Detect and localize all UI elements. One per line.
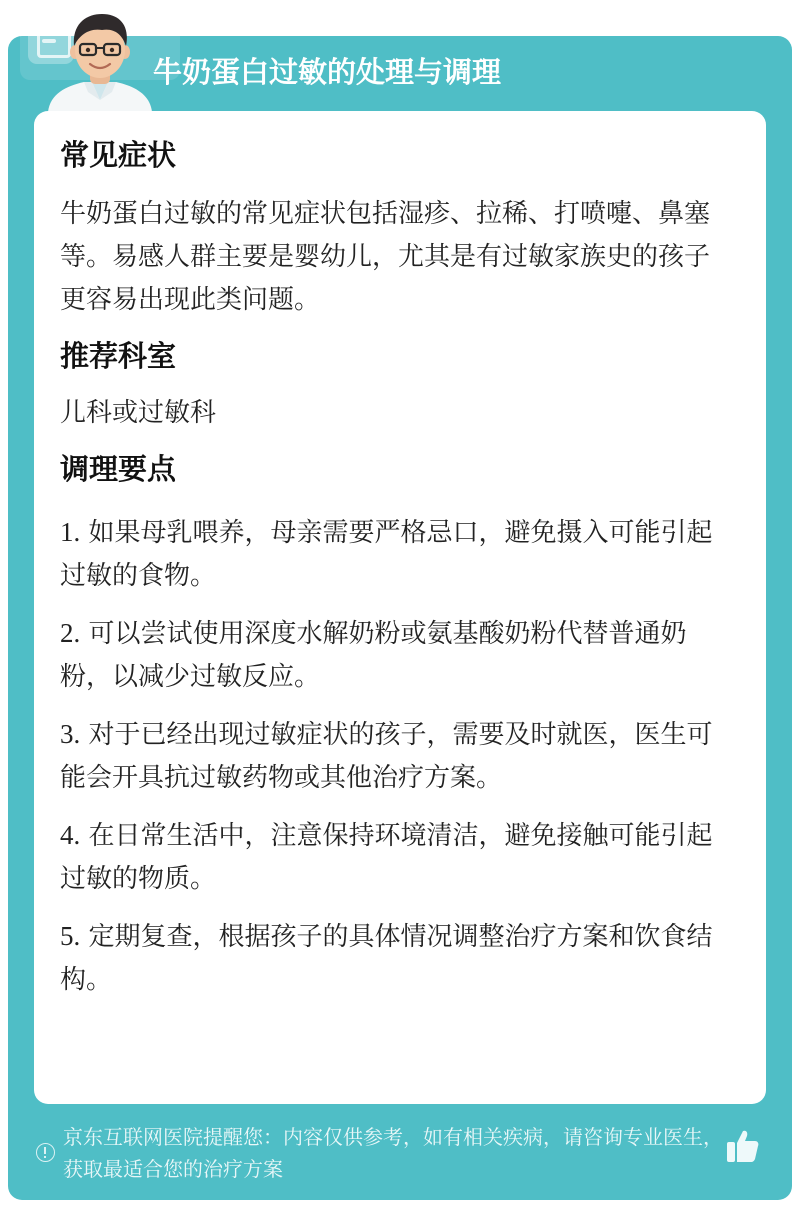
list-item-text: 在日常生活中，注意保持环境清洁，避免接触可能引起过敏的物质。 — [60, 821, 713, 894]
list-item-text: 可以尝试使用深度水解奶粉或氨基酸奶粉代替普通奶粉，以减少过敏反应。 — [60, 619, 687, 692]
list-item-number: 5. — [60, 921, 81, 951]
footer-disclaimer — [36, 1121, 736, 1185]
list-item-number: 4. — [60, 820, 81, 850]
symptoms-text: 牛奶蛋白过敏的常见症状包括湿疹、拉稀、打喷嚏、鼻塞等。易感人群主要是婴幼儿，尤其是有过敏家族史的孩子更容易出现此类问题。 — [60, 199, 711, 315]
list-item — [60, 915, 730, 1002]
list-item — [60, 511, 730, 598]
doctor-avatar — [40, 8, 160, 112]
list-item — [60, 713, 730, 800]
list-item-number: 3. — [60, 719, 81, 749]
content-body — [60, 133, 730, 1002]
page-title: 牛奶蛋白过敏的处理与调理 — [153, 55, 502, 89]
list-item-text: 定期复查，根据孩子的具体情况调整治疗方案和饮食结构。 — [60, 922, 713, 995]
section-title-symptoms: 常见症状 — [60, 138, 177, 172]
thumbs-up-icon[interactable] — [726, 1128, 760, 1164]
list-item-text: 如果母乳喂养，母亲需要严格忌口，避免摄入可能引起过敏的食物。 — [60, 518, 713, 591]
list-item-text: 对于已经出现过敏症状的孩子，需要及时就医，医生可能会开具抗过敏药物或其他治疗方案。 — [60, 720, 713, 793]
department-text: 儿科或过敏科 — [60, 398, 217, 428]
list-item-number: 2. — [60, 618, 81, 648]
section-title-care: 调理要点 — [60, 452, 177, 486]
footer-text: 京东互联网医院提醒您：内容仅供参考，如有相关疾病，请咨询专业医生，获取最适合您的治疗方案 — [63, 1125, 723, 1181]
list-item — [60, 814, 730, 901]
section-title-department: 推荐科室 — [60, 339, 177, 373]
content-card — [34, 111, 766, 1104]
list-item-number: 1. — [60, 517, 81, 547]
list-item — [60, 612, 730, 699]
info-icon — [36, 1143, 55, 1162]
